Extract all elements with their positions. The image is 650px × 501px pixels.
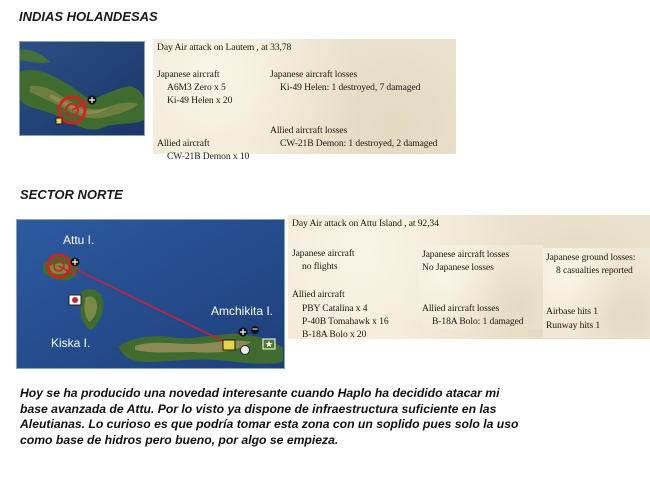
- allied-aircraft-header: Allied aircraft: [157, 138, 210, 149]
- attu-aircraft-icon: [71, 258, 80, 267]
- runway-hits: Runway hits 1: [546, 320, 601, 331]
- commentary-line: como base de hidros pero bueno, por algo se empieza.: [20, 432, 339, 447]
- section-heading-indias-holandesas: INDIAS HOLANDESAS: [19, 9, 158, 24]
- commentary-line: Hoy se ha producido una novedad interesante cuando Haplo ha decidido atacar mi: [20, 386, 500, 400]
- map-label-amchitka: Amchikita I.: [211, 304, 274, 318]
- commentary-line: Aleutianas. Lo curioso es que podría tomar esta zona con un soplido pues solo la uso: [20, 417, 519, 431]
- lautem-map-graphic: [20, 42, 144, 135]
- attu-losses-report: [418, 245, 543, 329]
- attu-ground-losses-report: [543, 248, 650, 338]
- japanese-base-marker: [69, 295, 81, 305]
- allied-aircraft-item: B-18A Bolo x 20: [302, 329, 367, 340]
- aleutians-map: [16, 219, 285, 369]
- allied-losses-item: B-18A Bolo: 1 damaged: [432, 316, 524, 327]
- japanese-losses-header: Japanese aircraft losses: [270, 69, 358, 80]
- lautem-map: [19, 41, 145, 136]
- commentary-line: base avanzada de Attu. Por lo visto ya dispone de infraestructura suficiente en las: [20, 401, 497, 416]
- allied-aircraft-item: CW-21B Demon x 10: [167, 151, 250, 162]
- japanese-aircraft-header: Japanese aircraft: [292, 248, 355, 259]
- japanese-aircraft-item: A6M3 Zero x 5: [167, 82, 226, 93]
- report-title: Day Air attack on Lautem , at 33,78: [157, 42, 292, 53]
- japanese-aircraft-header: Japanese aircraft: [157, 69, 220, 80]
- section-heading-sector-norte: SECTOR NORTE: [20, 187, 123, 202]
- map-label-attu: Attu I.: [63, 233, 95, 247]
- japanese-losses-item: No Japanese losses: [422, 262, 494, 273]
- japanese-losses-item: Ki-49 Helen: 1 destroyed, 7 damaged: [280, 82, 421, 93]
- aleutians-map-graphic: [17, 220, 284, 368]
- allied-losses-header: Allied aircraft losses: [270, 125, 348, 136]
- allied-aircraft-item: P-40B Tomahawk x 16: [302, 316, 389, 327]
- allied-base-aircraft-icon: [239, 328, 248, 337]
- japanese-aircraft-item: Ki-49 Helen x 20: [167, 95, 233, 106]
- allied-aircraft-header: Allied aircraft: [292, 289, 345, 300]
- allied-unit-icon: [241, 346, 250, 355]
- map-label-kiska: Kiska I.: [51, 336, 91, 350]
- allied-base-marker: [223, 340, 235, 350]
- allied-ship-icon: [251, 326, 259, 334]
- lautem-combat-report: [153, 39, 456, 162]
- commentary-paragraph: [20, 386, 620, 448]
- ground-losses-item: 8 casualties reported: [556, 265, 633, 276]
- allied-star-marker: [263, 339, 275, 349]
- ground-losses-header: Japanese ground losses:: [546, 252, 636, 263]
- japanese-losses-header: Japanese aircraft losses: [422, 249, 510, 260]
- base-marker: [56, 118, 62, 124]
- report-title: Day Air attack on Attu Island , at 92,34: [292, 218, 439, 229]
- allied-aircraft-item: PBY Catalina x 4: [302, 303, 368, 314]
- japanese-aircraft-item: no flights: [302, 261, 338, 272]
- allied-losses-header: Allied aircraft losses: [422, 303, 500, 314]
- airbase-hits: Airbase hits 1: [546, 306, 598, 317]
- allied-losses-item: CW-21B Demon: 1 destroyed, 2 damaged: [280, 138, 438, 149]
- aircraft-icon: [88, 96, 97, 105]
